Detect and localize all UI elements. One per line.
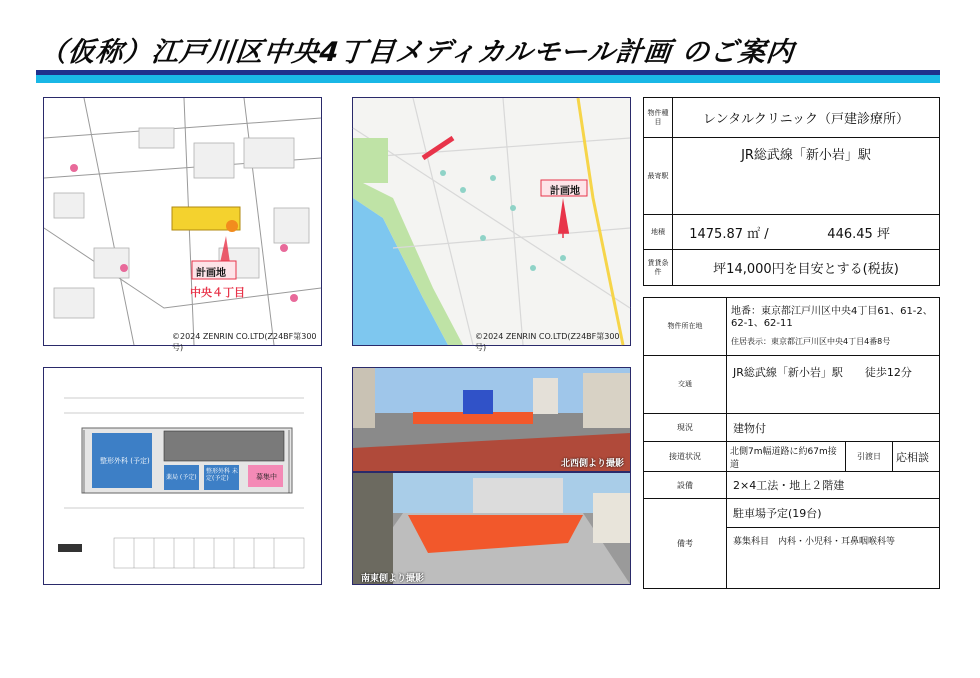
detail-map-copyright: ©2024 ZENRIN CO.LTD(Z24BF第300号): [172, 332, 317, 352]
value-land-area: [673, 215, 940, 250]
value-road: 北側7m幅道路に約67m接道: [727, 442, 846, 472]
notes-departments: 募集科目 内科・小児科・耳鼻咽喉科等: [733, 537, 896, 547]
plan-label-a: 整形外科 (予定): [100, 457, 150, 465]
label-notes: 備考: [644, 499, 727, 589]
value-nearest-station: JR総武線「新小岩」駅: [673, 138, 940, 215]
value-notes: [727, 499, 940, 589]
area-map-copyright: ©2024 ZENRIN CO.LTD(Z24BF第300号): [475, 332, 620, 352]
detail-map-drawing: [44, 98, 321, 345]
location-address: 住居表示：東京都江戸川区中央4丁目4番8号: [731, 337, 891, 346]
label-traffic: 交通: [644, 356, 727, 414]
plan-label-d: 整形外科 未定(予定): [206, 468, 238, 482]
land-area-m2: 1475.87: [689, 226, 743, 242]
label-road: 接道状況: [644, 442, 727, 472]
site-plan: [43, 367, 322, 585]
area-map-drawing: [353, 98, 630, 345]
photo-northwest: [352, 367, 631, 472]
value-property-type: レンタルクリニック（戸建診療所）: [673, 98, 940, 138]
label-property-type: 物件種目: [644, 98, 673, 138]
location-lot: 地番：東京都江戸川区中央4丁目61、61-2、62-1、62-11: [731, 306, 933, 329]
land-area-m2-unit: ㎡ /: [747, 226, 769, 242]
label-land-area: 地積: [644, 215, 673, 250]
notes-parking: 駐車場予定(19台): [727, 499, 939, 528]
land-area-tsubo: 446.45: [827, 226, 873, 242]
detail-map-area-label: 中央４丁目: [190, 286, 245, 299]
label-facility: 設備: [644, 472, 727, 499]
land-area-tsubo-unit: 坪: [876, 226, 890, 242]
label-handover: 引渡日: [846, 442, 893, 472]
area-map: [352, 97, 631, 352]
property-summary-table: [643, 97, 940, 286]
label-nearest-station: 最寄駅: [644, 138, 673, 215]
photo-northwest-caption: 北西側より撮影: [561, 459, 625, 469]
photo-southeast-caption: 南東側より撮影: [361, 574, 425, 584]
plan-label-e: 募集中: [256, 473, 277, 481]
detail-map: [43, 97, 322, 352]
photo-southeast: [352, 472, 631, 585]
title-underline-light: [36, 75, 940, 83]
label-rent-terms: 賃貸条件: [644, 250, 673, 286]
value-status: 建物付: [727, 414, 940, 442]
value-handover: 応相談: [893, 442, 940, 472]
detail-map-site-label: 計画地: [196, 268, 226, 279]
label-status: 現況: [644, 414, 727, 442]
area-map-site-label: 計画地: [550, 186, 580, 197]
value-rent-terms: 坪14,000円を目安とする(税抜): [673, 250, 940, 286]
value-traffic: JR総武線「新小岩」駅 徒歩12分: [727, 356, 940, 414]
label-location: 物件所在地: [644, 298, 727, 356]
photo-southeast-image: [353, 473, 630, 584]
page-title: （仮称）江戸川区中央4丁目メディカルモール計画 のご案内: [38, 37, 796, 68]
value-location: [727, 298, 940, 356]
value-facility: 2×4工法・地上２階建: [727, 472, 940, 499]
property-detail-table: [643, 297, 940, 589]
plan-label-b: 薬局 (予定): [166, 474, 197, 481]
